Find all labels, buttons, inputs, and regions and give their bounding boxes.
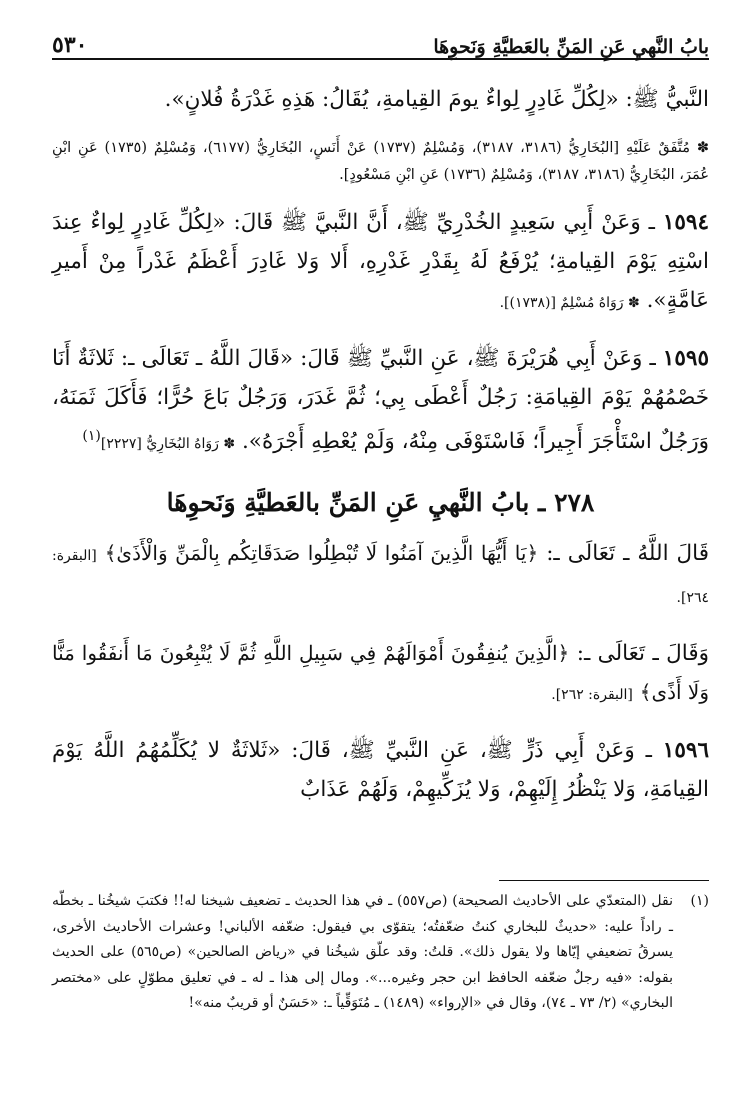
footnote-divider — [499, 880, 709, 881]
verse-reference: [البقرة: ٢٦٢]. — [551, 687, 633, 704]
hadith-1595 — [52, 339, 709, 464]
hadith-text: ـ وَعَنْ أَبِي ذَرٍّ ﷺ، عَنِ النَّبيِّ ﷺ، قَالَ: «ثَلاثَةٌ لا يُكَلِّمُهُمُ اللَّهُ يَوْمَ القِيامَةِ، وَلا يَنْظُرُ إِلَيْهِمْ، وَلا يُزَكِّيهِمْ، وَلَهُمْ عَذَابٌ — [52, 738, 709, 803]
footnote-marker: (١) — [690, 893, 709, 909]
hadith-text: ـ وَعَنْ أَبِي هُرَيْرَةَ ﷺ، عَنِ النَّبيِّ ﷺ قَالَ: «قَالَ اللَّهُ ـ تَعَالَى ـ: ثَلاثَةٌ أَنَا خَصْمُهُمْ يَوْمَ القِيامَةِ: رَجُلٌ أَعْطَى بِي؛ ثُمَّ غَدَرَ، وَرَجُلٌ بَاعَ حُرًّا؛ فَأَكَلَ ثَمَنَهُ، وَرَجُلٌ اسْتَأْجَرَ أَجِيراً؛ فَاسْتَوْفَى مِنْهُ، وَلَمْ يُعْطِهِ أَجْرَهُ». — [52, 346, 709, 455]
hadith-number: ١٥٩٤ — [662, 210, 710, 235]
page-number: ٥٣٠ — [52, 32, 88, 58]
footnote-reference: (١) — [82, 428, 101, 444]
verse-intro: قَالَ اللَّهُ ـ تَعَالَى ـ: — [546, 541, 709, 567]
verse-text: ﴿يَا أَيُّهَا الَّذِينَ آمَنُوا لَا تُبْطِلُوا صَدَقَاتِكُم بِالْمَنِّ وَالْأَذَىٰ﴾ — [104, 541, 539, 566]
quran-verse-1 — [52, 534, 709, 618]
hadith-1594 — [52, 203, 709, 323]
main-text — [52, 80, 709, 809]
hadith-source: ✽ رَوَاهُ مُسْلِمٌ [(١٧٣٨)]. — [499, 295, 640, 311]
hadith-number: ١٥٩٦ — [662, 738, 709, 764]
running-header — [52, 0, 709, 60]
hadith-1596 — [52, 731, 709, 809]
footnote-1 — [52, 889, 709, 1017]
hadith-number: ١٥٩٥ — [662, 346, 709, 371]
continued-hadith-text: النَّبيُّ ﷺ: «لِكُلِّ غَادِرٍ لِواءٌ يومَ القِيامةِ، يُقَالُ: هَذِهِ غَدْرَةُ فُلانٍ». — [164, 87, 709, 112]
verse-text: ﴿الَّذِينَ يُنفِقُونَ أَمْوَالَهُمْ فِي سَبِيلِ اللَّهِ ثُمَّ لَا يُتْبِعُونَ مَا أَنفَقُوا مَنًّا وَلَا أَذًى﴾ — [52, 641, 709, 705]
verse-reference: [البقرة: ٢٦٤]. — [52, 548, 709, 607]
hadith-source: ✽ رَوَاهُ البُخَارِيُّ [٢٢٢٧] — [100, 436, 236, 453]
hadith-source: ✽ مُتَّفَقٌ عَلَيْهِ [البُخَارِيُّ (٣١٨٦، ٣١٨٧)، وَمُسْلِمٌ (١٧٣٧) عَنْ أَنَسٍ، البُخَارِيُّ (٦١٧٧)، وَمُسْلِمٌ (١٧٣٥) عَنِ ابْنِ عُمَرَ، البُخَارِيُّ (٣١٨٦، ٣١٨٧)، وَمُسْلِمٌ (١٧٣٦) عَنِ ابْنِ مَسْعُودٍ]. — [52, 140, 710, 183]
verse-intro: وَقَالَ ـ تَعَالَى ـ: — [576, 641, 709, 667]
running-title: بابُ النَّهيِ عَنِ المَنِّ بالعَطيَّةِ وَنَحوِهَا — [433, 36, 709, 58]
quran-verse-2 — [52, 634, 709, 715]
footnote-text: نقل (المتعدّي على الأحاديث الصحيحة) (ص٥٥٧) ـ في هذا الحديث ـ تضعيف شيخنا له!! فكتبَ شيخُنا ـ بخطّه ـ راداً عليه: «حديثٌ للبخاري كنتُ ضعّفتُه؛ يتقوّى بي فيقول: ضعّفه الألباني! وعشرات الأحاديث الأخرى، يسرقُ تضعيفي إيّاها ولا يقول ذلك». قلتُ: وقد علّق شيخُنا في «رياض الصالحين» (ص٥٦٥) على الحديث بقوله: «فيه رجلٌ ضعّفه الحافظ ابن حجر وغيره...». ومال إلى هذا ـ له ـ في تعليق مطوّلٍ على «مختصر البخاري» (٢/ ٧٣ ـ ٧٤)، وقال في «الإرواء» (١٤٨٩) ـ مُتَوَقِّياً ـ: «حَسَنٌ أو قريبٌ منه»! — [52, 893, 674, 1011]
hadith-text: ـ وَعَنْ أَبِي سَعِيدٍ الخُدْرِيِّ ﷺ، أَنَّ النَّبيَّ ﷺ قَالَ: «لِكُلِّ غَادِرٍ لِواءٌ عِندَ اسْتِهِ يَوْمَ القِيامةِ؛ يُرْفَعُ لَهُ بِقَدْرِ غَدْرِهِ، أَلا وَلا غَادِرَ أَعْظَمُ غَدْراً مِنْ أَميرِ عَامَّةٍ». — [52, 210, 709, 313]
chapter-heading: ٢٧٨ ـ بابُ النَّهيِ عَنِ المَنِّ بالعَطيَّةِ وَنَحوِهَا — [166, 488, 595, 518]
footnotes — [52, 880, 709, 1017]
